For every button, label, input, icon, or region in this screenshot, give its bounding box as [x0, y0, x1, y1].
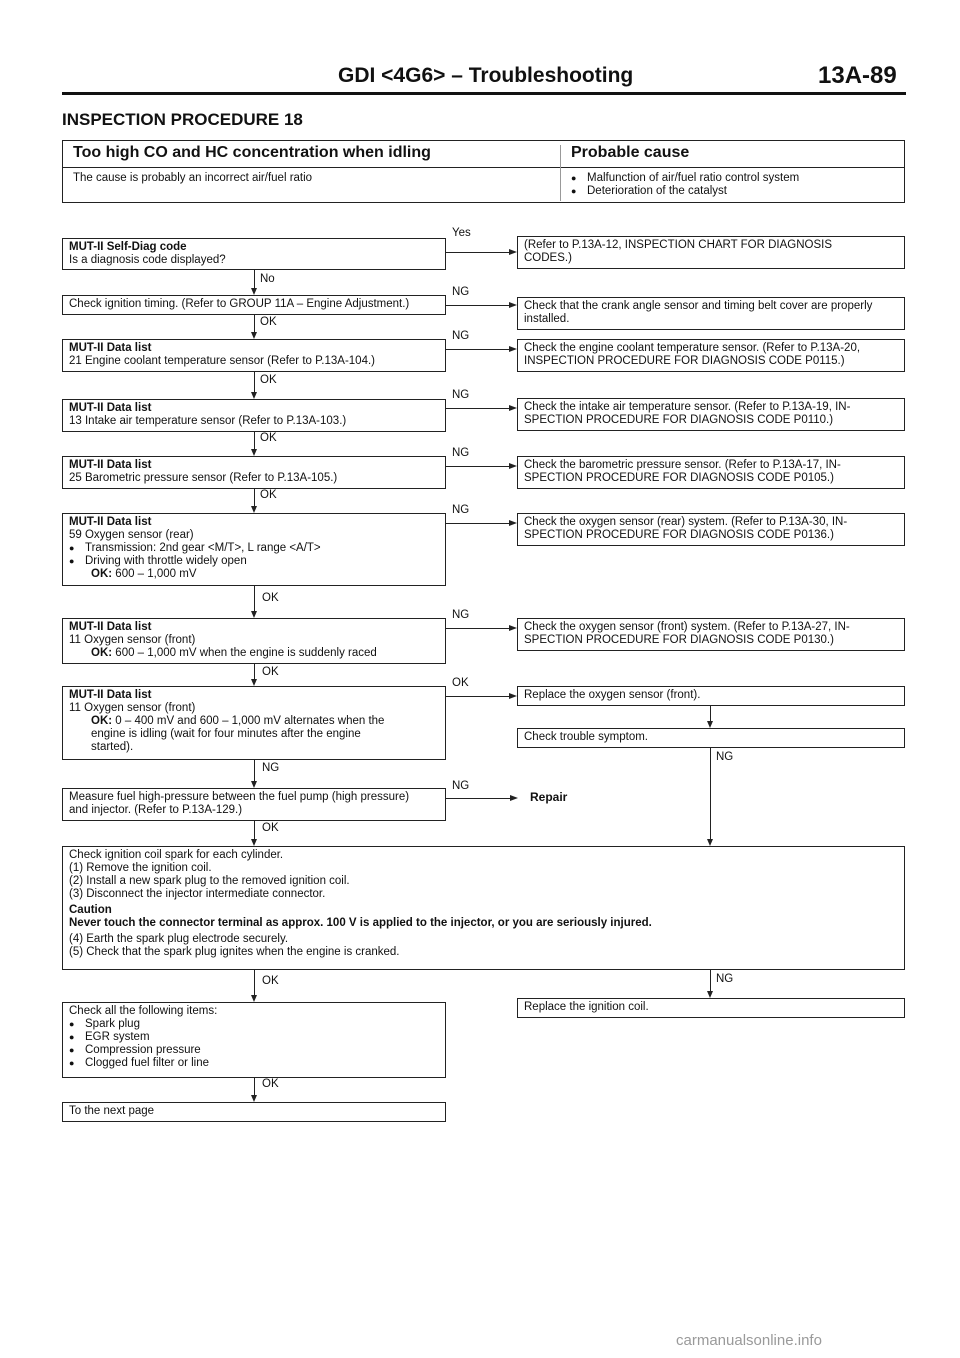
connector-line — [446, 628, 509, 629]
connector-line — [710, 706, 711, 721]
branch-label-ok: OK — [260, 316, 277, 328]
connector-line — [446, 252, 509, 253]
step-data-list-oxygen-front-raced: MUT-II Data list 11 Oxygen sensor (front) OK: 600 – 1,000 mV when the engine is suddenly raced — [62, 618, 446, 664]
connector-line — [446, 408, 509, 409]
connector-line — [710, 748, 711, 839]
result-barometric-sensor: Check the barometric pressure sensor. (Refer to P.13A-17, IN- SPECTION PROCEDURE FOR DIAGNOSIS CODE P0105.) — [517, 456, 905, 489]
branch-label-ok: OK — [262, 592, 279, 604]
branch-label-ok: OK — [260, 374, 277, 386]
cause-table — [62, 140, 905, 203]
bullet-icon — [69, 1044, 85, 1056]
connector-line — [446, 696, 509, 697]
step-measure-fuel-pressure: Measure fuel high-pressure between the fuel pump (high pressure) and injector. (Refer to P.13A-129.) — [62, 788, 446, 821]
bullet-icon — [69, 1057, 85, 1069]
caution-text: Never touch the connector terminal as approx. 100 V is applied to the injector, or you are seriously injured. — [69, 917, 652, 929]
result-intake-air-sensor: Check the intake air temperature sensor. (Refer to P.13A-19, IN- SPECTION PROCEDURE FOR DIAGNOSIS CODE P0110.) — [517, 398, 905, 431]
step-data-list-intake-air: MUT-II Data list 13 Intake air temperature sensor (Refer to P.13A-103.) — [62, 399, 446, 432]
branch-label-ng: NG — [452, 504, 470, 516]
branch-label-ng: NG — [716, 973, 734, 985]
arrow-down-icon — [707, 839, 713, 846]
bullet-icon — [69, 542, 85, 554]
step-to-next-page: To the next page — [62, 1102, 446, 1122]
arrow-right-icon — [509, 520, 517, 526]
probable-cause-item: ● Malfunction of air/fuel ratio control system — [571, 172, 799, 185]
branch-label-ng: NG — [452, 389, 470, 401]
connector-line — [254, 1078, 255, 1095]
arrow-down-icon — [251, 1095, 257, 1102]
symptom-heading: Too high CO and HC concentration when idling — [73, 144, 431, 161]
caution-title: Caution — [69, 904, 112, 916]
step-data-list-oxygen-rear: MUT-II Data list 59 Oxygen sensor (rear) ● Transmission: 2nd gear <M/T>, L range <A/T> ● Driving with throttle widely open OK: 600 – 1,000 mV — [62, 513, 446, 586]
arrow-right-icon — [509, 693, 517, 699]
branch-label-ok: OK — [260, 432, 277, 444]
symptom-description: The cause is probably an incorrect air/fuel ratio — [73, 172, 313, 184]
result-inspection-chart: (Refer to P.13A-12, INSPECTION CHART FOR DIAGNOSIS CODES.) — [517, 236, 905, 269]
branch-label-ng: NG — [452, 609, 470, 621]
connector-line — [254, 489, 255, 506]
result-replace-ignition-coil: Replace the ignition coil. — [517, 998, 905, 1018]
branch-label-no: No — [260, 273, 275, 285]
arrow-down-icon — [251, 781, 257, 788]
connector-line — [710, 970, 711, 991]
branch-label-ng: NG — [452, 447, 470, 459]
branch-label-ok: OK — [262, 822, 279, 834]
step-check-ignition-coil-spark: Check ignition coil spark for each cylinder. (1) Remove the ignition coil. (2) Install a new spark plug to the removed ignition coil. (3) Disconnect the injector intermediate connector. Caution Never touch the connector terminal as approx. 100 V is applied to the injector, or you are seriously injured. (4) Earth the spark plug electrode securely. (5) Check that the spark plug ignites when the engine is cranked. — [62, 846, 905, 970]
cause-table-column-divider — [560, 145, 561, 201]
connector-line — [254, 970, 255, 995]
bullet-icon — [69, 1018, 85, 1030]
result-coolant-sensor: Check the engine coolant temperature sensor. (Refer to P.13A-20, INSPECTION PROCEDURE FOR DIAGNOSIS CODE P0115.) — [517, 339, 905, 372]
arrow-right-icon — [509, 249, 517, 255]
arrow-down-icon — [251, 449, 257, 456]
arrow-down-icon — [251, 288, 257, 295]
result-oxygen-rear-system: Check the oxygen sensor (rear) system. (Refer to P.13A-30, IN- SPECTION PROCEDURE FOR DIAGNOSIS CODE P0136.) — [517, 513, 905, 546]
connector-line — [254, 586, 255, 611]
arrow-down-icon — [707, 991, 713, 998]
probable-cause-list — [571, 172, 799, 198]
connector-line — [254, 315, 255, 332]
arrow-right-icon — [509, 463, 517, 469]
branch-label-ng: NG — [452, 286, 470, 298]
connector-line — [254, 270, 255, 288]
step-data-list-coolant: MUT-II Data list 21 Engine coolant temperature sensor (Refer to P.13A-104.) — [62, 339, 446, 372]
procedure-title: INSPECTION PROCEDURE 18 — [62, 110, 303, 129]
branch-label-yes: Yes — [452, 227, 471, 239]
connector-line — [254, 760, 255, 781]
branch-label-ok: OK — [452, 677, 469, 689]
arrow-right-icon — [509, 346, 517, 352]
branch-label-ng: NG — [452, 780, 470, 792]
arrow-down-icon — [251, 392, 257, 399]
step-check-ignition-timing: Check ignition timing. (Refer to GROUP 11A – Engine Adjustment.) — [62, 295, 446, 315]
branch-label-ng: NG — [452, 330, 470, 342]
result-check-trouble-symptom: Check trouble symptom. — [517, 728, 905, 748]
connector-line — [446, 305, 509, 306]
step-data-list-barometric: MUT-II Data list 25 Barometric pressure sensor (Refer to P.13A-105.) — [62, 456, 446, 489]
bullet-icon — [69, 555, 85, 567]
connector-line — [446, 798, 510, 799]
arrow-right-icon — [509, 625, 517, 631]
connector-line — [254, 664, 255, 679]
page-number: 13A-89 — [818, 62, 897, 89]
arrow-down-icon — [251, 839, 257, 846]
branch-label-ok: OK — [260, 489, 277, 501]
branch-label-ok: OK — [262, 1078, 279, 1090]
connector-line — [254, 372, 255, 392]
result-repair: Repair — [530, 790, 568, 804]
step-check-following-items: Check all the following items: ● Spark plug ● EGR system ● Compression pressure ● Clogged fuel filter or line — [62, 1002, 446, 1078]
connector-line — [446, 349, 509, 350]
probable-cause-heading: Probable cause — [571, 144, 690, 161]
connector-line — [254, 432, 255, 449]
branch-label-ok: OK — [262, 666, 279, 678]
arrow-down-icon — [251, 995, 257, 1002]
arrow-right-icon — [510, 795, 518, 801]
arrow-down-icon — [251, 506, 257, 513]
arrow-down-icon — [251, 611, 257, 618]
connector-line — [446, 466, 509, 467]
arrow-right-icon — [509, 405, 517, 411]
result-replace-oxygen-sensor: Replace the oxygen sensor (front). — [517, 686, 905, 706]
result-oxygen-front-system: Check the oxygen sensor (front) system. (Refer to P.13A-27, IN- SPECTION PROCEDURE FOR DIAGNOSIS CODE P0130.) — [517, 618, 905, 651]
step-data-list-oxygen-front-idle: MUT-II Data list 11 Oxygen sensor (front) OK: 0 – 400 mV and 600 – 1,000 mV alternates when the engine is idling (wait for four minutes after the engine started). — [62, 686, 446, 760]
branch-label-ng: NG — [262, 762, 280, 774]
page-header-title: GDI <4G6> – Troubleshooting — [338, 64, 634, 87]
arrow-right-icon — [509, 302, 517, 308]
arrow-down-icon — [251, 332, 257, 339]
result-crank-angle-sensor: Check that the crank angle sensor and timing belt cover are properly installed. — [517, 297, 905, 330]
connector-line — [254, 821, 255, 839]
arrow-down-icon — [707, 721, 713, 728]
cause-table-divider — [63, 167, 904, 168]
bullet-icon — [571, 185, 587, 197]
step-self-diag-code: MUT-II Self-Diag code Is a diagnosis code displayed? — [62, 238, 446, 270]
arrow-down-icon — [251, 679, 257, 686]
watermark: carmanualsonline.info — [676, 1332, 822, 1349]
header-rule — [62, 92, 906, 95]
bullet-icon — [69, 1031, 85, 1043]
probable-cause-item: ● Deterioration of the catalyst — [571, 185, 799, 198]
branch-label-ng: NG — [716, 751, 734, 763]
connector-line — [446, 523, 509, 524]
branch-label-ok: OK — [262, 975, 279, 987]
bullet-icon — [571, 172, 587, 184]
